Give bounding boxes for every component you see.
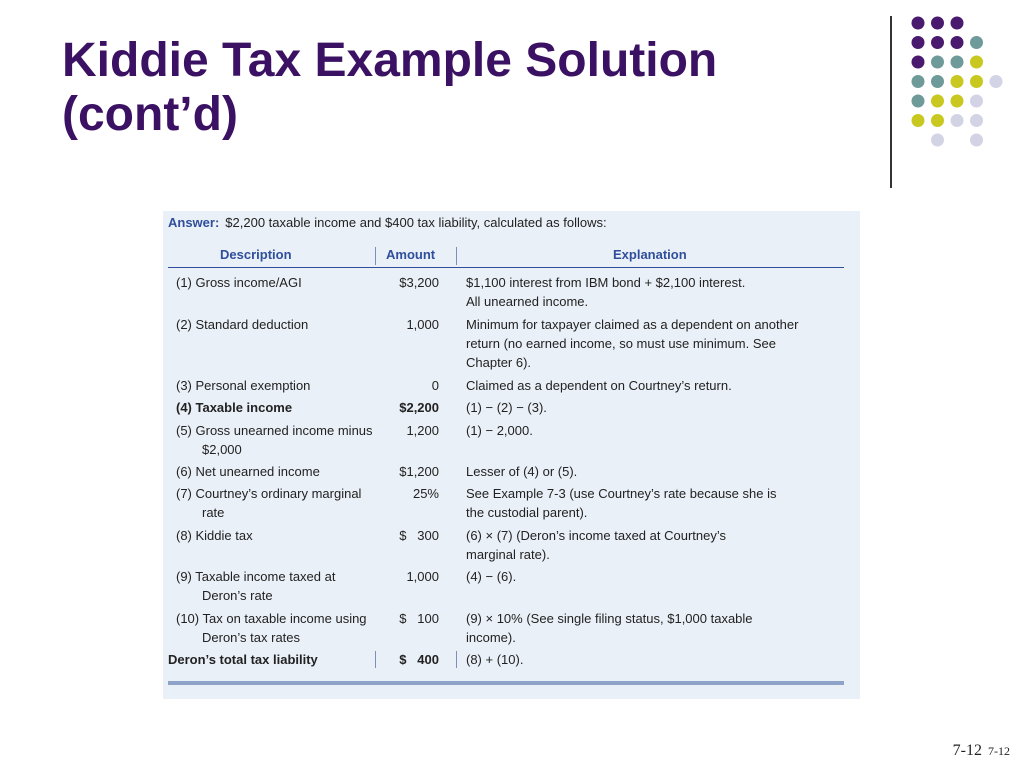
- decorative-dot: [931, 75, 944, 88]
- row-description-text: (10) Tax on taxable income using Deron’s tax rates: [176, 611, 367, 645]
- row-explanation-line: (1) − 2,000.: [466, 423, 533, 438]
- row-amount: 0: [431, 378, 439, 393]
- row-amount: $ 400: [399, 652, 439, 667]
- row-explanation: [466, 609, 851, 647]
- decorative-dot: [970, 95, 983, 108]
- row-explanation: [466, 567, 851, 586]
- row-description-text: (2) Standard deduction: [176, 317, 309, 332]
- header-description: Description: [220, 247, 292, 262]
- row-explanation-line: Lesser of (4) or (5).: [466, 464, 578, 479]
- decorative-dot: [970, 114, 983, 127]
- row-description: [176, 484, 376, 522]
- row-explanation-line: (1) − (2) − (3).: [466, 400, 547, 415]
- row-description: [176, 567, 376, 605]
- row-description-text: (5) Gross unearned income minus $2,000: [176, 423, 373, 457]
- row-explanation: [466, 315, 851, 372]
- row-description-text: (9) Taxable income taxed at Deron’s rate: [176, 569, 336, 603]
- row-description-text: (6) Net unearned income: [176, 464, 320, 479]
- answer-line: [168, 215, 607, 230]
- row-description-text: (1) Gross income/AGI: [176, 275, 302, 290]
- decorative-dot: [931, 17, 944, 30]
- header-column-divider: [375, 247, 376, 265]
- row-explanation: [466, 376, 851, 395]
- row-amount: $ 300: [399, 528, 439, 543]
- decorative-dot: [970, 134, 983, 147]
- decorative-dot: [990, 75, 1003, 88]
- row-explanation: [466, 398, 851, 417]
- decorative-dot: [931, 114, 944, 127]
- row-explanation: [466, 526, 851, 564]
- row-amount: 1,000: [406, 317, 439, 332]
- decorative-dot: [951, 17, 964, 30]
- decorative-dot: [951, 95, 964, 108]
- decorative-dot: [970, 56, 983, 69]
- row-explanation: [466, 421, 851, 440]
- page-number-secondary: 7-12: [988, 744, 1010, 758]
- row-explanation-line: return (no earned income, so must use minimum. See: [466, 336, 776, 351]
- answer-label: Answer:: [168, 215, 220, 230]
- decorative-dot: [931, 95, 944, 108]
- row-description: [176, 315, 376, 334]
- row-description: [176, 526, 376, 545]
- decorative-dot: [912, 95, 925, 108]
- row-amount: 1,000: [406, 569, 439, 584]
- header-amount: Amount: [386, 247, 436, 262]
- row-explanation-line: See Example 7-3 (use Courtney’s rate because she is: [466, 486, 777, 501]
- row-description-text: (7) Courtney’s ordinary marginal rate: [176, 486, 362, 520]
- header-column-divider: [456, 247, 457, 265]
- row-explanation-line: (4) − (6).: [466, 569, 517, 584]
- row-explanation-line: Chapter 6).: [466, 355, 532, 370]
- decorative-dot: [970, 75, 983, 88]
- decorative-dot: [951, 114, 964, 127]
- row-description-text: Deron’s total tax liability: [168, 652, 318, 667]
- decorative-dot: [912, 75, 925, 88]
- row-amount: $ 100: [399, 611, 439, 626]
- row-description: [176, 273, 376, 292]
- row-explanation-line: (8) + (10).: [466, 652, 524, 667]
- row-description-text: (4) Taxable income: [176, 400, 293, 415]
- row-explanation-line: Minimum for taxpayer claimed as a dependent on another: [466, 317, 799, 332]
- header-explanation: Explanation: [613, 247, 687, 262]
- row-description: [176, 609, 376, 647]
- decorative-dot: [951, 56, 964, 69]
- row-explanation-line: (9) × 10% (See single filing status, $1,000 taxable: [466, 611, 753, 626]
- row-amount: $2,200: [399, 400, 439, 415]
- row-amount: 25%: [412, 486, 439, 501]
- row-description: [176, 398, 376, 417]
- row-explanation-line: Claimed as a dependent on Courtney’s return.: [466, 378, 732, 393]
- row-explanation: [466, 462, 851, 481]
- row-description: [168, 650, 368, 669]
- decorative-dot: [931, 134, 944, 147]
- row-description: [176, 376, 376, 395]
- decorative-dot: [912, 36, 925, 49]
- total-column-divider: [456, 651, 457, 668]
- decorative-dot-grid: [0, 0, 1024, 200]
- decorative-dot: [931, 56, 944, 69]
- header-rule: [168, 267, 844, 268]
- tax-solution-table: [163, 211, 860, 699]
- decorative-dot: [912, 114, 925, 127]
- decorative-divider: [890, 16, 892, 188]
- row-description-text: (3) Personal exemption: [176, 378, 311, 393]
- row-amount: $3,200: [399, 275, 439, 290]
- decorative-dot: [912, 56, 925, 69]
- decorative-dot: [912, 17, 925, 30]
- row-amount: 1,200: [406, 423, 439, 438]
- row-description-text: (8) Kiddie tax: [176, 528, 253, 543]
- table-bottom-rule: [168, 681, 844, 685]
- row-explanation: [466, 273, 851, 311]
- total-column-divider: [375, 651, 376, 668]
- row-explanation-line: $1,100 interest from IBM bond + $2,100 interest.: [466, 275, 746, 290]
- row-explanation-line: All unearned income.: [466, 294, 589, 309]
- decorative-dot: [951, 36, 964, 49]
- row-description: [176, 421, 376, 459]
- page-number: [953, 742, 1010, 760]
- row-explanation: [466, 484, 851, 522]
- row-explanation-line: marginal rate).: [466, 547, 550, 562]
- row-explanation: [466, 650, 851, 669]
- row-amount: $1,200: [399, 464, 439, 479]
- decorative-dot: [951, 75, 964, 88]
- answer-text: $2,200 taxable income and $400 tax liability, calculated as follows:: [225, 215, 607, 230]
- row-explanation-line: the custodial parent).: [466, 505, 588, 520]
- row-description: [176, 462, 376, 481]
- page-number-main: 7-12: [952, 742, 982, 759]
- slide-title-line-2: (cont’d): [62, 88, 238, 141]
- row-explanation-line: (6) × (7) (Deron’s income taxed at Courtney’s: [466, 528, 726, 543]
- slide-title-line-1: Kiddie Tax Example Solution: [62, 34, 718, 87]
- decorative-dot: [970, 36, 983, 49]
- decorative-dot: [931, 36, 944, 49]
- row-explanation-line: income).: [466, 630, 516, 645]
